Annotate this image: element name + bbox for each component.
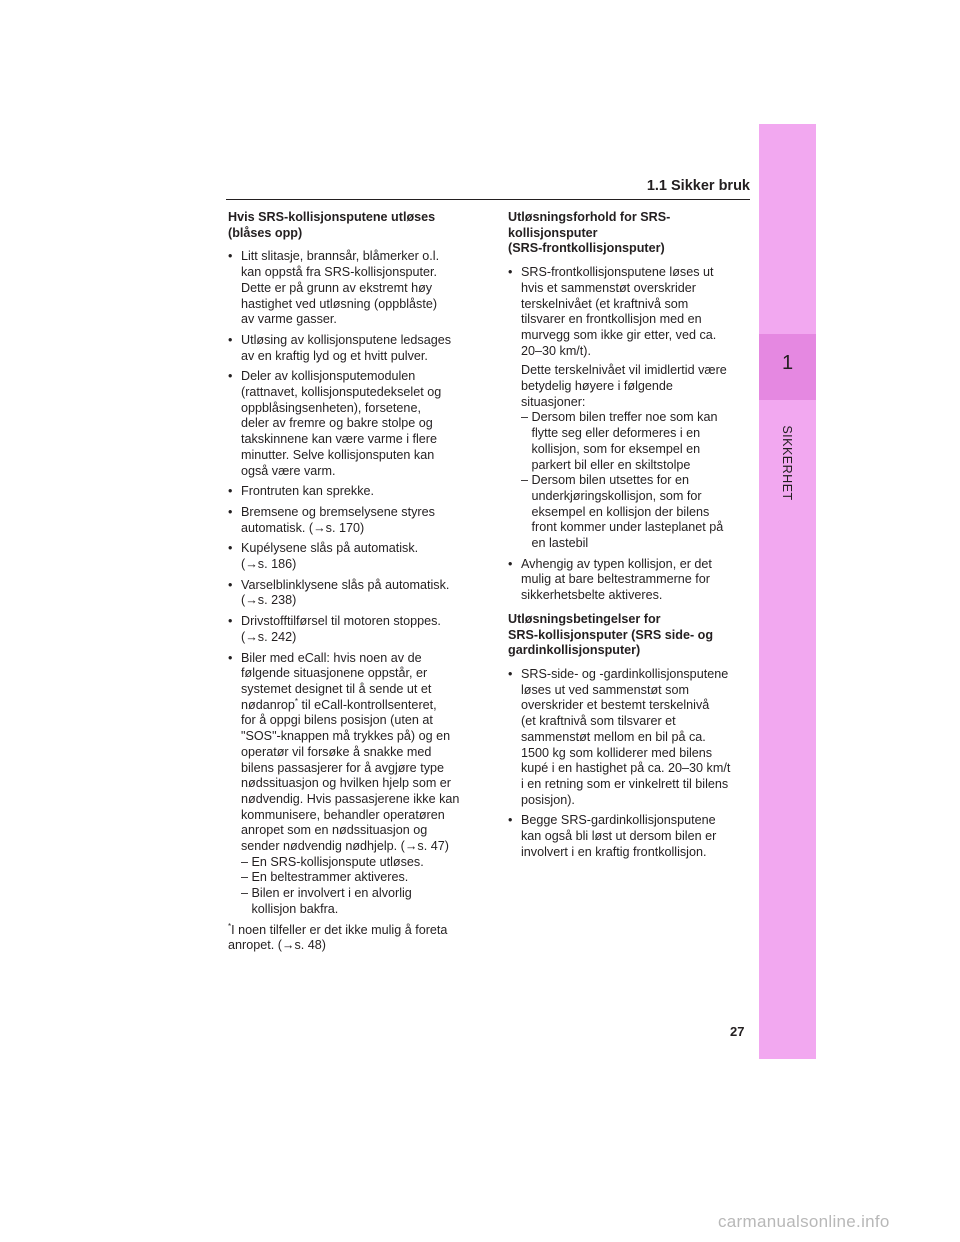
text-line: Utløsing av kollisjonsputene ledsages	[241, 332, 452, 347]
text-line: 1500 kg som kolliderer med bilens	[521, 745, 713, 760]
text-line: nødssituasjon og hvilken hjelp som er	[241, 776, 452, 791]
text-line: kupé i en hastighet på ca. 20–30 km/t	[521, 761, 731, 776]
bullet-icon: •	[228, 577, 233, 592]
bullet-icon: •	[228, 484, 233, 499]
bullet-icon: •	[228, 541, 233, 556]
text-line: – Bilen er involvert i en alvorlig	[241, 886, 412, 901]
text-line: sammenstøt mellom en bil på ca.	[521, 729, 706, 744]
text-line: (rattnavet, kollisjonsputedekselet og	[241, 385, 442, 400]
list-item	[228, 541, 468, 572]
text-line: av varme gasser.	[241, 312, 337, 327]
list-item-front-airbags: • SRS-frontkollisjonsputene løses ut hvis et sammenstøt overskrider terskelnivået (et kraftnivå som tilsvarer en frontkollisjon med en murvegg som ikke gir etter, ved ca. 20–30 km/t). Dette terskelnivået vil imidlertid være betydelig høyere i følgende situasjoner: – Dersom bilen treffer noe som kan flytte seg eller deformeres i en kollisjon, som for eksempel en parkert bil eller en skiltstolpe – Dersom bilen utsettes for en underkjøringskollisjon, som for eksempel en kollisjon der bilens front kommer under lasteplanet på en lastebil	[508, 265, 748, 552]
text-line: (→s. 186)	[241, 557, 297, 572]
text-line: – Dersom bilen treffer noe som kan	[521, 410, 718, 425]
text-line: automatisk. (→s. 170)	[241, 520, 365, 535]
text-line: tilsvarer en frontkollisjon med en	[521, 312, 702, 327]
text-line: i en retning som er vinkelrett til bilens	[521, 776, 729, 791]
text-line: Dette er på grunn av ekstremt høy	[241, 280, 433, 295]
list-item-belt-tensioners: • Avhengig av typen kollisjon, er det mulig at bare beltestrammerne for sikkerhetsbelte aktiveres.	[508, 557, 748, 604]
text-line: SRS-side- og -gardinkollisjonsputene	[521, 666, 729, 681]
right-heading-1: Utløsningsforhold for SRS- kollisjonsputer (SRS-frontkollisjonsputer)	[508, 210, 671, 256]
text-line: eksempel en kollisjon der bilens	[521, 504, 710, 519]
text-line: (→s. 242)	[241, 629, 297, 644]
left-heading: Hvis SRS-kollisjonsputene utløses (blåses opp)	[228, 210, 436, 240]
list-item	[228, 369, 468, 479]
bullet-icon: •	[508, 666, 513, 681]
text-line: Begge SRS-gardinkollisjonsputene	[521, 813, 716, 828]
list-item-ecall: • Biler med eCall: hvis noen av de følgende situasjonene oppstår, er systemet designet til å sende ut et nødanrop* til eCall-kontrollsenteret, for å oppgi bilens posisjon (uten at "SOS"-knappen må trykkes på) og en operatør vil forsøke å snakke med bilens passasjerer for å avgjøre type nødssituasjon og hvilken hjelp som er nødvendig. Hvis passasjerene ikke kan kommunisere, behandler operatøren anropet som en nødssituasjon og sender nødvendig nødhjelp. (→s. 47) – En SRS-kollisjonspute utløses. – En beltestrammer aktiveres. – Bilen er involvert i en alvorlig kollisjon bakfra.	[228, 651, 468, 918]
text-line: minutter. Selve kollisjonsputen kan	[241, 447, 435, 462]
left-column	[228, 210, 468, 954]
text-line: operatør vil forsøke å snakke med	[241, 744, 432, 759]
text-line: sender nødvendig nødhjelp. (→s. 47)	[241, 839, 449, 854]
text-line: underkjøringskollisjon, som for	[521, 488, 702, 503]
bullet-icon: •	[228, 369, 233, 384]
list-item	[508, 813, 748, 860]
text-line: posisjon).	[521, 792, 575, 807]
text-line: av en kraftig lyd og et hvitt pulver.	[241, 348, 428, 363]
text-line: terskelnivået (et kraftnivå som	[521, 296, 689, 311]
text-line: 20–30 km/t).	[521, 343, 591, 358]
text-line: kollisjon, som for eksempel en	[521, 441, 701, 456]
bullet-icon: •	[228, 504, 233, 519]
text-line: deler av fremre og bakre stolpe og	[241, 416, 433, 431]
text-line: involvert i en kraftig frontkollisjon.	[521, 844, 707, 859]
list-item	[508, 667, 748, 808]
chapter-label: SIKKERHET	[780, 425, 794, 501]
text-line: også være varm.	[241, 463, 336, 478]
text-line: – Dersom bilen utsettes for en	[521, 473, 689, 488]
text-line: front kommer under lasteplanet på	[521, 520, 724, 535]
text-line: flytte seg eller deformeres i en	[521, 426, 701, 441]
list-item	[228, 484, 468, 500]
text-line: kommunisere, behandler operatøren	[241, 807, 445, 822]
text-line: betydelig høyere i følgende	[521, 379, 673, 394]
text-line: hastighet ved utløsning (oppblåste)	[241, 296, 438, 311]
text-line: SRS-frontkollisjonsputene løses ut	[521, 265, 714, 280]
text-line: murvegg som ikke gir etter, ved ca.	[521, 327, 717, 342]
text-line: Kupélysene slås på automatisk.	[241, 541, 419, 556]
text-line: takskinnene kan være varme i flere	[241, 432, 437, 447]
text-line: sikkerhetsbelte aktiveres.	[521, 588, 663, 603]
text-line: oppblåsingsenheten), forsetene,	[241, 400, 421, 415]
text-line: kan også bli løst ut dersom bilen er	[521, 829, 717, 844]
list-item	[228, 614, 468, 645]
threshold-sub-list	[521, 410, 748, 551]
chapter-side-tab	[759, 124, 816, 1059]
text-line: bilens passasjerer for å avgjøre type	[241, 760, 444, 775]
page-number: 27	[730, 1024, 745, 1039]
text-line: Frontruten kan sprekke.	[241, 484, 374, 499]
text-line: – En SRS-kollisjonspute utløses.	[241, 854, 424, 869]
right-column	[508, 210, 748, 865]
text-line: Deler av kollisjonsputemodulen	[241, 369, 416, 384]
text-line: overskrider et bestemt terskelnivå	[521, 698, 710, 713]
bullet-icon: •	[228, 249, 233, 264]
text-line: mulig at bare beltestrammerne for	[521, 572, 710, 587]
text-line: Drivstofftilførsel til motoren stoppes.	[241, 614, 441, 629]
list-item	[228, 249, 468, 328]
text-line: parkert bil eller en skiltstolpe	[521, 457, 691, 472]
text-line: Varselblinklysene slås på automatisk.	[241, 577, 450, 592]
text-line: anropet som en nødssituasjon og	[241, 823, 428, 838]
watermark: carmanualsonline.info	[718, 1212, 890, 1231]
text-line: situasjoner:	[521, 394, 586, 409]
right-heading-2: Utløsningsbetingelser for SRS-kollisjonsputer (SRS side- og gardinkollisjonsputer)	[508, 611, 714, 658]
text-line: Dette terskelnivået vil imidlertid være	[521, 363, 727, 378]
text-line: for å oppgi bilens posisjon (uten at	[241, 713, 433, 728]
footnote: *I noen tilfeller er det ikke mulig å foreta anropet. (→s. 48)	[228, 921, 448, 953]
text-line: (et kraftnivå som tilsvarer et	[521, 714, 676, 729]
threshold-paragraph	[521, 363, 748, 410]
text-line: nødvendig. Hvis passasjerene ikke kan	[241, 791, 460, 806]
text-line: Litt slitasje, brannsår, blåmerker o.l.	[241, 249, 440, 264]
list-item	[228, 333, 468, 364]
text-line: løses ut ved sammenstøt som	[521, 682, 689, 697]
text-line: Avhengig av typen kollisjon, er det	[521, 556, 712, 571]
text-line: en lastebil	[521, 536, 589, 551]
bullet-icon: •	[508, 813, 513, 828]
text-line: – En beltestrammer aktiveres.	[241, 870, 409, 885]
text-line: "SOS"-knappen må trykkes på) og en	[241, 729, 451, 744]
text-line: hvis et sammenstøt overskrider	[521, 280, 696, 295]
section-title: 1.1 Sikker bruk	[646, 178, 750, 194]
text-line: kollisjon bakfra.	[241, 901, 339, 916]
header-divider	[226, 199, 750, 200]
list-item	[228, 505, 468, 536]
bullet-icon: •	[228, 332, 233, 347]
text-line: kan oppstå fra SRS-kollisjonsputer.	[241, 265, 438, 280]
text-line: Bremsene og bremselysene styres	[241, 504, 435, 519]
list-item	[228, 578, 468, 609]
chapter-number: 1	[781, 352, 794, 374]
ecall-sub-list	[241, 855, 468, 918]
text-line: (→s. 238)	[241, 593, 297, 608]
bullet-icon: •	[228, 614, 233, 629]
